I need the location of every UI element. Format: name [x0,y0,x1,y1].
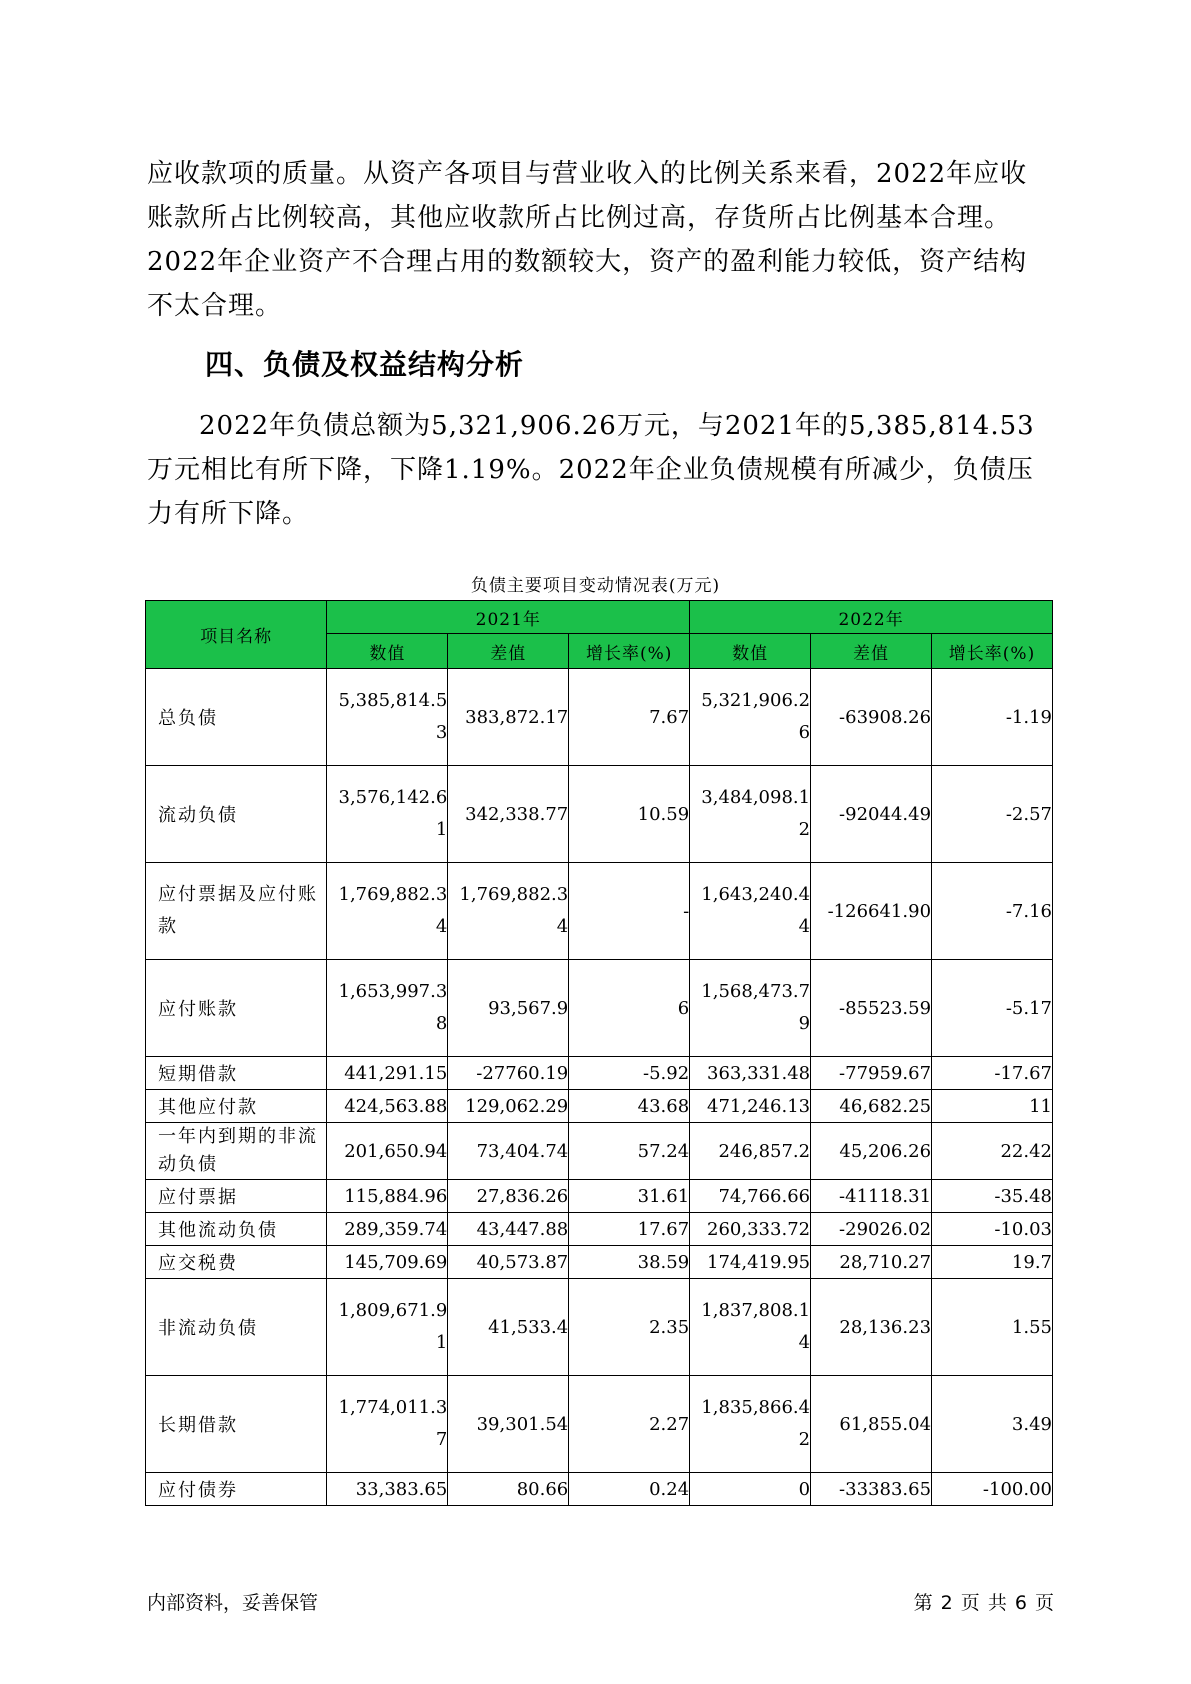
cell-rate-2021: 57.24 [569,1123,690,1180]
cell-rate-2021: 38.59 [569,1246,690,1279]
row-name: 其他流动负债 [146,1213,327,1246]
cell-rate-2022: 22.42 [932,1123,1053,1180]
cell-diff-2021: -27760.19 [448,1057,569,1090]
cell-rate-2021: 10.59 [569,766,690,863]
cell-rate-2022: 19.7 [932,1246,1053,1279]
table-row [146,1123,1053,1180]
header-value-2021: 数值 [327,634,448,669]
cell-diff-2022: -41118.31 [811,1180,932,1213]
cell-value-2022: 3,484,098.12 [690,766,811,863]
row-name: 其他应付款 [146,1090,327,1123]
row-name: 应交税费 [146,1246,327,1279]
cell-rate-2022: -10.03 [932,1213,1053,1246]
table-caption: 负债主要项目变动情况表(万元) [470,576,721,596]
cell-rate-2022: -7.16 [932,863,1053,960]
cell-value-2021: 1,774,011.37 [327,1376,448,1473]
cell-rate-2021: 7.67 [569,669,690,766]
table-row [146,1213,1053,1246]
cell-rate-2022: -17.67 [932,1057,1053,1090]
cell-diff-2022: -77959.67 [811,1057,932,1090]
cell-rate-2021: 17.67 [569,1213,690,1246]
cell-diff-2022: 45,206.26 [811,1123,932,1180]
row-name: 应付账款 [146,960,327,1057]
row-name: 总负债 [146,669,327,766]
cell-diff-2021: 342,338.77 [448,766,569,863]
row-name: 短期借款 [146,1057,327,1090]
cell-value-2021: 289,359.74 [327,1213,448,1246]
header-year-2021: 2021年 [327,601,690,634]
cell-value-2021: 3,576,142.61 [327,766,448,863]
cell-rate-2021: 2.35 [569,1279,690,1376]
cell-value-2022: 260,333.72 [690,1213,811,1246]
header-rate-2022: 增长率(%) [932,634,1053,669]
cell-diff-2021: 43,447.88 [448,1213,569,1246]
table-row [146,1180,1053,1213]
cell-rate-2021: - [569,863,690,960]
cell-value-2022: 74,766.66 [690,1180,811,1213]
table-row [146,1246,1053,1279]
paragraph-asset-quality: 应收款项的质量。从资产各项目与营业收入的比例关系来看，2022年应收账款所占比例较高，其他应收款所占比例过高，存货所占比例基本合理。2022年企业资产不合理占用的数额较大，资产的盈利能力较低，资产结构不太合理。 [147,159,1028,321]
cell-value-2022: 1,643,240.44 [690,863,811,960]
cell-value-2022: 1,837,808.14 [690,1279,811,1376]
table-row [146,1279,1053,1376]
table-row [146,1090,1053,1123]
row-name: 应付债券 [146,1473,327,1506]
cell-rate-2022: -1.19 [932,669,1053,766]
row-name: 流动负债 [146,766,327,863]
cell-diff-2022: 46,682.25 [811,1090,932,1123]
cell-diff-2022: -33383.65 [811,1473,932,1506]
cell-diff-2021: 41,533.4 [448,1279,569,1376]
row-name: 应付票据 [146,1180,327,1213]
cell-diff-2021: 39,301.54 [448,1376,569,1473]
cell-rate-2021: 6 [569,960,690,1057]
cell-diff-2022: 61,855.04 [811,1376,932,1473]
cell-value-2021: 145,709.69 [327,1246,448,1279]
cell-value-2021: 1,769,882.34 [327,863,448,960]
table-row [146,1376,1053,1473]
cell-diff-2021: 383,872.17 [448,669,569,766]
cell-value-2022: 5,321,906.26 [690,669,811,766]
cell-diff-2022: -29026.02 [811,1213,932,1246]
cell-diff-2022: 28,136.23 [811,1279,932,1376]
cell-value-2021: 115,884.96 [327,1180,448,1213]
header-item-name: 项目名称 [146,601,327,669]
cell-value-2022: 1,568,473.79 [690,960,811,1057]
row-name: 长期借款 [146,1376,327,1473]
cell-diff-2021: 93,567.9 [448,960,569,1057]
cell-diff-2021: 40,573.87 [448,1246,569,1279]
cell-rate-2021: 2.27 [569,1376,690,1473]
cell-value-2022: 363,331.48 [690,1057,811,1090]
row-name: 一年内到期的非流动负债 [146,1123,327,1180]
cell-value-2021: 33,383.65 [327,1473,448,1506]
footer-confidential-note: 内部资料，妥善保管 [147,1592,319,1614]
footer-page-number: 第 2 页 共 6 页 [913,1592,1054,1614]
cell-value-2021: 424,563.88 [327,1090,448,1123]
cell-rate-2022: 1.55 [932,1279,1053,1376]
header-diff-2022: 差值 [811,634,932,669]
cell-value-2021: 201,650.94 [327,1123,448,1180]
cell-diff-2022: -126641.90 [811,863,932,960]
cell-diff-2021: 73,404.74 [448,1123,569,1180]
header-year-2022: 2022年 [690,601,1053,634]
cell-diff-2021: 1,769,882.34 [448,863,569,960]
cell-rate-2021: 43.68 [569,1090,690,1123]
cell-rate-2022: -5.17 [932,960,1053,1057]
header-rate-2021: 增长率(%) [569,634,690,669]
cell-diff-2022: -85523.59 [811,960,932,1057]
liability-table [145,600,1053,1506]
cell-value-2022: 0 [690,1473,811,1506]
table-row [146,669,1053,766]
cell-rate-2021: -5.92 [569,1057,690,1090]
cell-value-2022: 471,246.13 [690,1090,811,1123]
header-value-2022: 数值 [690,634,811,669]
cell-diff-2022: -63908.26 [811,669,932,766]
table-row [146,960,1053,1057]
cell-rate-2022: 3.49 [932,1376,1053,1473]
cell-value-2021: 1,653,997.38 [327,960,448,1057]
cell-value-2021: 1,809,671.91 [327,1279,448,1376]
paragraph-liability-summary: 2022年负债总额为5,321,906.26万元，与2021年的5,385,814.53万元相比有所下降，下降1.19%。2022年企业负债规模有所减少，负债压力有所下降。 [147,411,1035,529]
cell-value-2022: 1,835,866.42 [690,1376,811,1473]
cell-value-2021: 5,385,814.53 [327,669,448,766]
table-row [146,766,1053,863]
cell-value-2022: 246,857.2 [690,1123,811,1180]
row-name: 应付票据及应付账款 [146,863,327,960]
header-diff-2021: 差值 [448,634,569,669]
cell-value-2021: 441,291.15 [327,1057,448,1090]
cell-diff-2022: -92044.49 [811,766,932,863]
cell-diff-2021: 80.66 [448,1473,569,1506]
table-row [146,1473,1053,1506]
row-name: 非流动负债 [146,1279,327,1376]
cell-rate-2022: -100.00 [932,1473,1053,1506]
cell-diff-2021: 27,836.26 [448,1180,569,1213]
section-heading: 四、负债及权益结构分析 [205,348,525,381]
table-row [146,1057,1053,1090]
cell-diff-2022: 28,710.27 [811,1246,932,1279]
cell-rate-2022: -2.57 [932,766,1053,863]
cell-rate-2021: 31.61 [569,1180,690,1213]
cell-diff-2021: 129,062.29 [448,1090,569,1123]
cell-rate-2022: 11 [932,1090,1053,1123]
cell-rate-2021: 0.24 [569,1473,690,1506]
cell-rate-2022: -35.48 [932,1180,1053,1213]
table-row [146,863,1053,960]
cell-value-2022: 174,419.95 [690,1246,811,1279]
